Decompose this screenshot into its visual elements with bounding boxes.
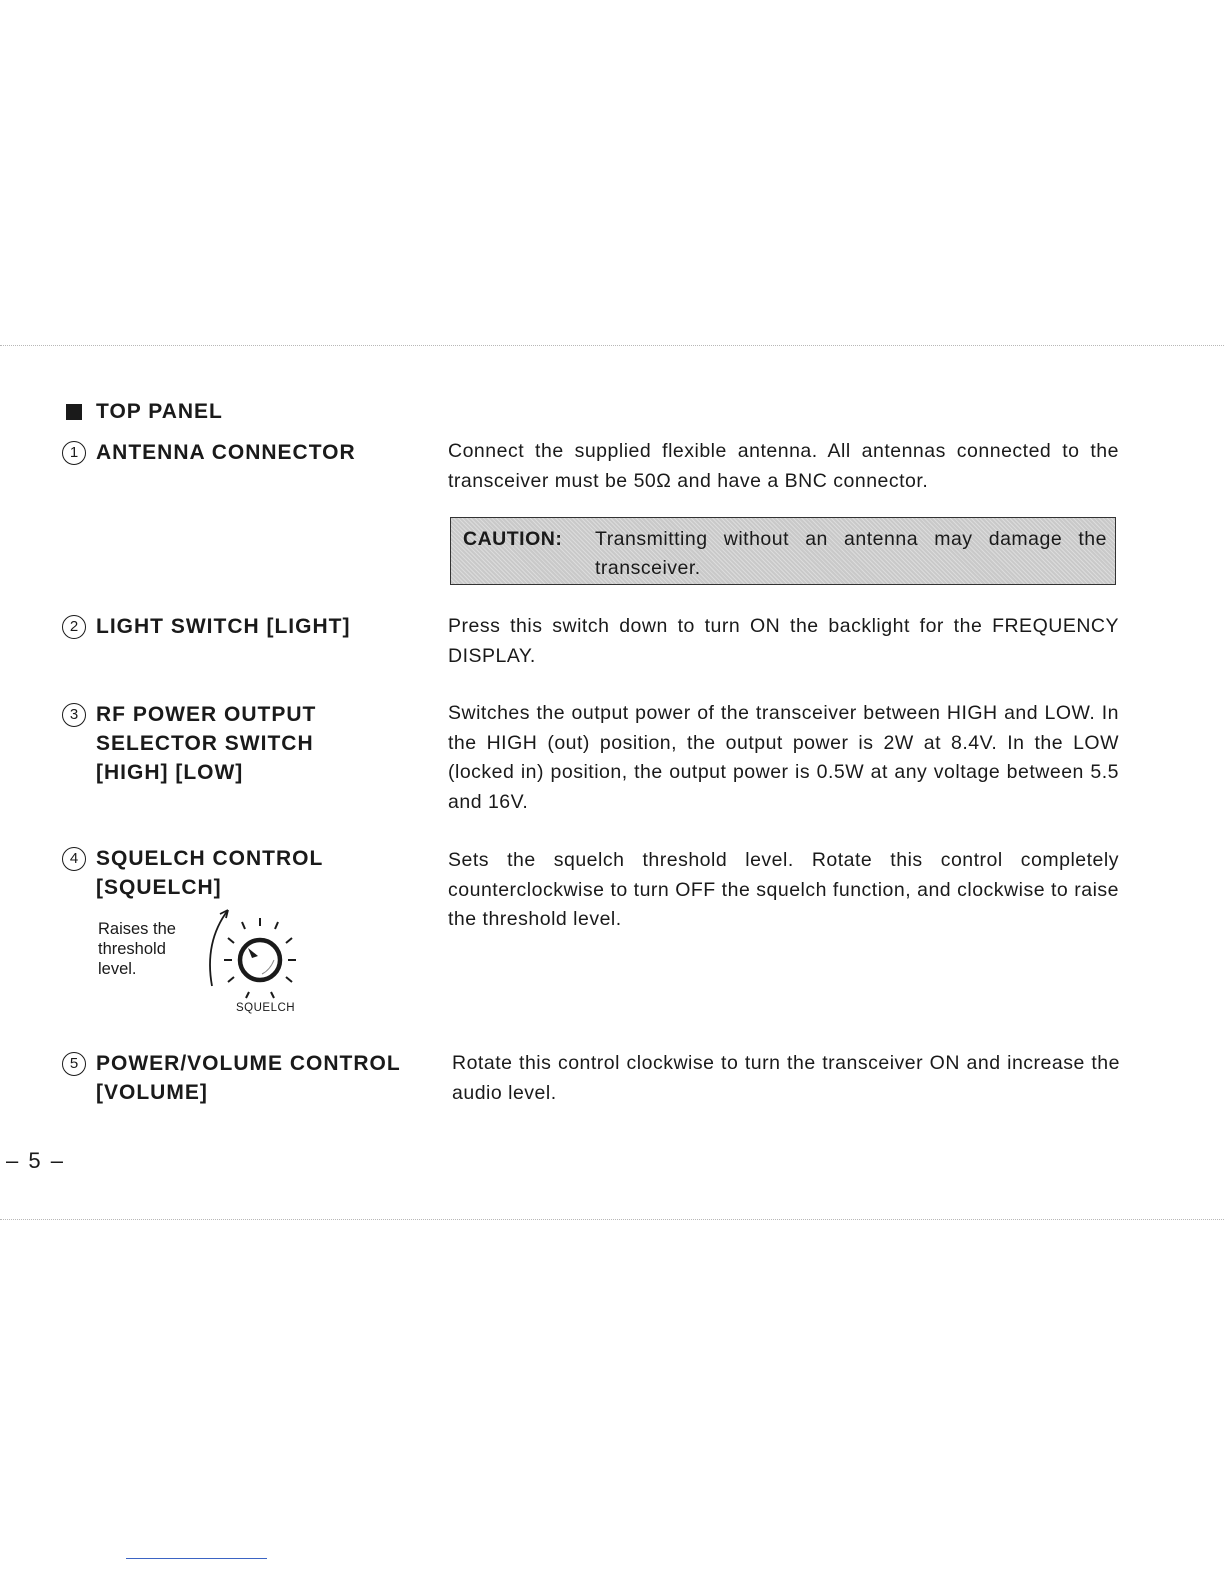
item-number-badge: 5 bbox=[62, 1052, 86, 1076]
top-dotted-rule bbox=[0, 345, 1224, 346]
item-5-description: Rotate this control clockwise to turn the transceiver ON and increase the audio level. bbox=[452, 1052, 1120, 1104]
item-3-description: Switches the output power of the transceiver between HIGH and LOW. In the HIGH (out) position, the output power is 2W at 8.4V. In the LOW (locked in) position, the output power is 0.5W at any voltage between 5.5 and 16V. bbox=[448, 702, 1119, 813]
caution-label: CAUTION: bbox=[463, 528, 563, 550]
item-4-heading bbox=[62, 844, 323, 902]
item-2-heading bbox=[62, 612, 350, 641]
item-title-line: [VOLUME] bbox=[96, 1081, 208, 1104]
squelch-knob-label: SQUELCH bbox=[236, 1002, 296, 1014]
item-title-line: SQUELCH CONTROL bbox=[96, 847, 324, 870]
item-title-line: ANTENNA CONNECTOR bbox=[96, 441, 356, 464]
item-4-description: Sets the squelch threshold level. Rotate this control completely counterclockwise to turn OFF the squelch function, and clockwise to raise the threshold level. bbox=[448, 849, 1119, 930]
item-2-description: Press this switch down to turn ON the backlight for the FREQUENCY DISPLAY. bbox=[448, 615, 1119, 667]
square-bullet-icon bbox=[66, 404, 82, 420]
item-title-line: [HIGH] [LOW] bbox=[96, 761, 244, 784]
caution-text: Transmitting without an antenna may damage the transceiver. bbox=[595, 528, 1107, 579]
section-title bbox=[66, 400, 223, 424]
section-title-text: TOP PANEL bbox=[96, 400, 223, 423]
blue-underline-mark bbox=[126, 1558, 267, 1559]
item-1-heading bbox=[62, 438, 356, 467]
squelch-knob-icon bbox=[198, 900, 318, 1012]
item-number-badge: 4 bbox=[62, 847, 86, 871]
bottom-dotted-rule bbox=[0, 1219, 1224, 1220]
item-number-badge: 1 bbox=[62, 441, 86, 465]
caution-box bbox=[450, 517, 1116, 585]
item-title-line: RF POWER OUTPUT bbox=[96, 703, 317, 726]
item-number-badge: 3 bbox=[62, 703, 86, 727]
squelch-annotation: Raises the threshold level. bbox=[98, 920, 176, 978]
item-number-badge: 2 bbox=[62, 615, 86, 639]
page-number: – 5 – bbox=[6, 1148, 65, 1173]
item-1-description: Connect the supplied flexible antenna. All antennas connected to the transceiver must be 50Ω and have a BNC connector. bbox=[448, 440, 1119, 492]
item-5-heading bbox=[62, 1049, 401, 1107]
item-title-line: POWER/VOLUME CONTROL bbox=[96, 1052, 401, 1075]
item-3-heading bbox=[62, 700, 316, 787]
item-title-line: LIGHT SWITCH [LIGHT] bbox=[96, 615, 351, 638]
item-title-line: [SQUELCH] bbox=[96, 876, 222, 899]
item-title-line: SELECTOR SWITCH bbox=[96, 732, 314, 755]
